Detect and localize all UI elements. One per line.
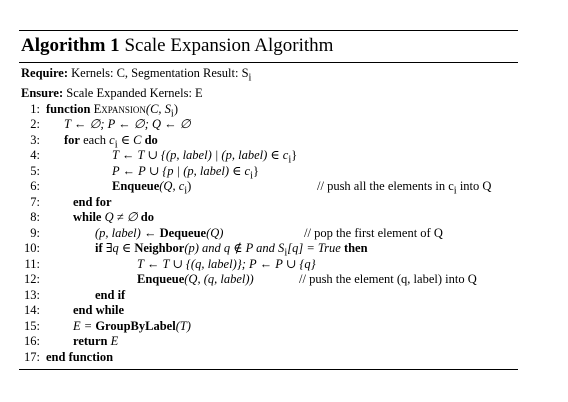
args-end: ) bbox=[187, 179, 192, 193]
algorithm-name: Scale Expansion Algorithm bbox=[124, 35, 334, 56]
keyword: Dequeue bbox=[159, 225, 207, 240]
line-code bbox=[73, 195, 112, 211]
statement: T ← T ∪ {(p, label) | (p, label) ∈ c bbox=[112, 148, 289, 162]
code-line-13 bbox=[19, 288, 518, 304]
statement: T ← T ∪ {(q, label)}; P ← P ∪ {q} bbox=[137, 256, 316, 271]
statement: P ← P ∪ {p | (p, label) ∈ c bbox=[112, 163, 251, 178]
keyword: Enqueue bbox=[112, 179, 160, 193]
value: E bbox=[107, 334, 119, 348]
bottom-rule bbox=[19, 369, 518, 370]
args: (Q, c bbox=[159, 179, 185, 193]
line-number: 10: bbox=[24, 241, 40, 255]
require-keyword: Require: bbox=[21, 66, 68, 80]
line-number: 8: bbox=[30, 210, 40, 224]
code-line-7 bbox=[19, 195, 518, 211]
sub: i bbox=[250, 170, 254, 181]
require-sub: i bbox=[248, 72, 252, 84]
condition-sub: i bbox=[284, 247, 288, 259]
comment-sub: i bbox=[453, 185, 457, 197]
code-line-14 bbox=[19, 303, 518, 319]
condition: [q] = True bbox=[287, 241, 344, 255]
code-line-8 bbox=[19, 210, 518, 226]
keyword: end for bbox=[73, 194, 112, 209]
line-number: 11: bbox=[24, 256, 40, 271]
comment: // push all the elements in c bbox=[317, 179, 454, 193]
end: } bbox=[291, 148, 298, 162]
line-number: 12: bbox=[24, 272, 40, 286]
line-number: 14: bbox=[24, 303, 40, 317]
ensure-line bbox=[19, 86, 518, 102]
var: c bbox=[109, 132, 115, 147]
args: (T) bbox=[175, 318, 191, 333]
code-line-15 bbox=[19, 319, 518, 335]
line-code bbox=[46, 350, 113, 366]
comment-end: into Q bbox=[456, 179, 492, 193]
args-sub: i bbox=[184, 185, 188, 197]
code-line-10 bbox=[19, 241, 518, 257]
code-line-6 bbox=[19, 179, 518, 195]
code-lines bbox=[19, 102, 518, 366]
code-line-4 bbox=[19, 148, 518, 164]
keyword: while bbox=[73, 210, 102, 224]
line-number: 13: bbox=[24, 287, 40, 302]
condition: ∃q ∈ bbox=[102, 241, 135, 255]
code-line-1 bbox=[19, 102, 518, 118]
line-number: 6: bbox=[30, 179, 40, 193]
end: } bbox=[253, 163, 260, 178]
line-number: 16: bbox=[24, 334, 40, 348]
assign: (p, label) ← bbox=[95, 225, 160, 240]
keyword: Neighbor bbox=[134, 241, 185, 255]
code-line-11 bbox=[19, 257, 518, 273]
args-sub: i bbox=[170, 108, 174, 119]
code-line-3 bbox=[19, 133, 518, 149]
line-code bbox=[137, 272, 254, 288]
algorithm-title bbox=[19, 31, 518, 62]
line-comment: // pop the first element of Q bbox=[304, 225, 443, 240]
assign: E = bbox=[73, 318, 96, 333]
line-number: 2: bbox=[30, 117, 40, 131]
line-code bbox=[73, 334, 118, 350]
keyword: end if bbox=[95, 287, 126, 302]
line-number: 5: bbox=[30, 163, 40, 178]
line-code bbox=[64, 117, 191, 133]
args: (Q) bbox=[206, 225, 224, 240]
code-line-5 bbox=[19, 164, 518, 180]
code-line-2 bbox=[19, 117, 518, 133]
condition: (p) and q ∉ P and S bbox=[184, 241, 285, 255]
statement: T ← ∅; P ← ∅; Q ← ∅ bbox=[64, 117, 191, 131]
args: (C, S bbox=[145, 101, 171, 116]
keyword: do bbox=[144, 132, 158, 147]
keyword: Enqueue bbox=[137, 272, 185, 286]
keyword: if bbox=[95, 241, 103, 255]
line-number: 17: bbox=[24, 349, 40, 364]
keyword: return bbox=[73, 334, 108, 348]
line-code bbox=[137, 257, 316, 273]
function-name: Expansion bbox=[93, 101, 146, 116]
ensure-keyword: Ensure: bbox=[21, 86, 64, 100]
line-code bbox=[73, 210, 154, 226]
line-number: 1: bbox=[30, 101, 40, 116]
keyword: function bbox=[46, 101, 91, 116]
keyword: do bbox=[140, 210, 154, 224]
code-line-17 bbox=[19, 350, 518, 366]
ensure-text: Scale Expanded Kernels: E bbox=[66, 86, 203, 100]
line-number: 4: bbox=[30, 148, 40, 162]
line-number: 9: bbox=[30, 225, 40, 240]
line-code bbox=[95, 226, 223, 242]
line-number: 15: bbox=[24, 318, 40, 333]
line-code bbox=[95, 288, 125, 304]
line-code bbox=[73, 303, 124, 319]
line-code bbox=[73, 319, 191, 335]
keyword: GroupByLabel bbox=[95, 318, 176, 333]
text: each bbox=[79, 132, 110, 147]
io-spec bbox=[19, 63, 518, 102]
args-end: ) bbox=[173, 101, 178, 116]
keyword: end function bbox=[46, 349, 114, 364]
require-text: Kernels: C, Segmentation Result: S bbox=[71, 66, 249, 80]
text: ∈ C bbox=[117, 132, 145, 147]
algorithm-label: Algorithm 1 bbox=[21, 35, 120, 56]
code-line-9 bbox=[19, 226, 518, 242]
line-comment: // push the element (q, label) into Q bbox=[299, 272, 477, 286]
code-line-12 bbox=[19, 272, 518, 288]
keyword: for bbox=[64, 132, 80, 147]
algorithm-block bbox=[19, 30, 518, 370]
args: (Q, (q, label)) bbox=[184, 272, 254, 286]
line-number: 7: bbox=[30, 194, 40, 209]
code-line-16 bbox=[19, 334, 518, 350]
line-number: 3: bbox=[30, 132, 40, 147]
var-sub: i bbox=[114, 139, 118, 150]
keyword: end while bbox=[73, 303, 125, 317]
sub: i bbox=[288, 154, 292, 166]
condition: Q ≠ ∅ bbox=[101, 210, 141, 224]
require-line bbox=[19, 66, 518, 86]
keyword: then bbox=[343, 241, 368, 255]
